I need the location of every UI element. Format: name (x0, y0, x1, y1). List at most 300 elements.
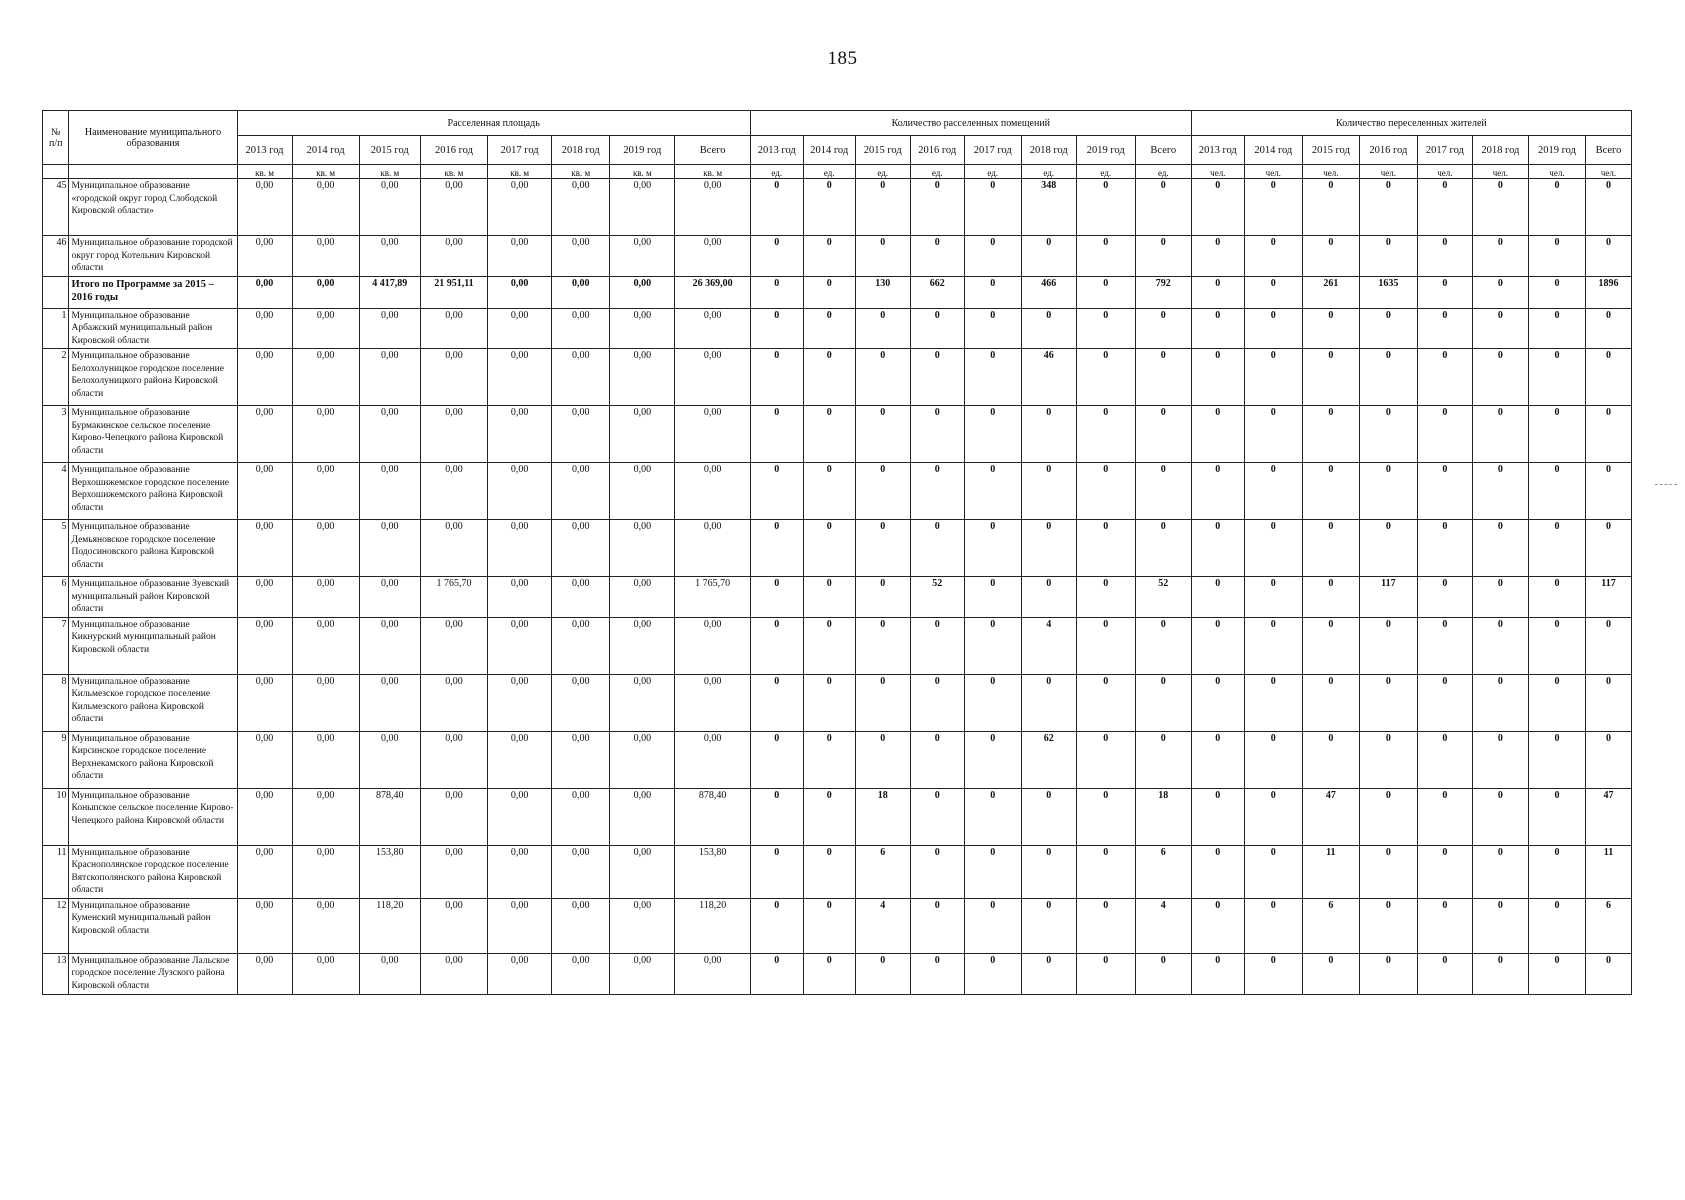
people-cell: 0 (1244, 788, 1302, 845)
people-cell: 0 (1359, 179, 1417, 236)
people-cell: 261 (1302, 276, 1359, 308)
people-cell: 0 (1244, 953, 1302, 994)
rooms-cell: 0 (1135, 406, 1191, 463)
area-cell: 0,00 (610, 179, 675, 236)
people-cell: 0 (1528, 236, 1585, 277)
table-row-total (43, 276, 1632, 308)
people-cell: 6 (1585, 898, 1631, 953)
area-cell: 0,00 (488, 953, 552, 994)
year-head-people-4: 2017 год (1417, 136, 1472, 165)
unit-head-people-7: чел. (1585, 165, 1631, 179)
area-cell: 0,00 (552, 617, 610, 674)
area-cell: 153,80 (675, 845, 750, 898)
rooms-cell: 0 (750, 520, 803, 577)
area-cell: 0,00 (359, 953, 420, 994)
year-head-rooms-7: Всего (1135, 136, 1191, 165)
rooms-cell: 62 (1021, 731, 1076, 788)
rooms-cell: 0 (910, 463, 964, 520)
area-cell: 0,00 (420, 406, 487, 463)
unit-head-people-2: чел. (1302, 165, 1359, 179)
people-cell: 0 (1244, 674, 1302, 731)
unit-head-rooms-6: ед. (1076, 165, 1135, 179)
area-cell: 0,00 (675, 731, 750, 788)
group-head-rooms: Количество расселенных помещений (750, 111, 1191, 136)
area-cell: 118,20 (359, 898, 420, 953)
year-head-area-2: 2015 год (359, 136, 420, 165)
area-cell: 0,00 (420, 898, 487, 953)
rooms-cell: 0 (855, 731, 910, 788)
year-head-rooms-2: 2015 год (855, 136, 910, 165)
rooms-cell: 0 (964, 845, 1021, 898)
area-cell: 0,00 (237, 898, 292, 953)
rooms-cell: 0 (750, 406, 803, 463)
area-cell: 0,00 (488, 276, 552, 308)
area-cell: 0,00 (237, 520, 292, 577)
area-cell: 0,00 (237, 788, 292, 845)
area-cell: 0,00 (237, 276, 292, 308)
rooms-cell: 0 (1076, 308, 1135, 349)
people-cell: 0 (1359, 406, 1417, 463)
table-row (43, 520, 1632, 577)
area-cell: 0,00 (359, 731, 420, 788)
area-cell: 0,00 (675, 617, 750, 674)
rooms-cell: 0 (1135, 953, 1191, 994)
row-name: Муниципальное образование Белохолуницкое городское поселение Белохолуницкого района Кировской области (69, 349, 237, 406)
rooms-cell: 0 (803, 308, 855, 349)
area-cell: 0,00 (552, 520, 610, 577)
area-cell: 878,40 (359, 788, 420, 845)
rooms-cell: 0 (855, 577, 910, 618)
people-cell: 0 (1528, 179, 1585, 236)
row-number: 7 (43, 617, 69, 674)
people-cell: 47 (1585, 788, 1631, 845)
rooms-cell: 0 (1021, 674, 1076, 731)
people-cell: 0 (1244, 179, 1302, 236)
year-head-area-6: 2019 год (610, 136, 675, 165)
row-name: Муниципальное образование Куменский муниципальный район Кировской области (69, 898, 237, 953)
people-cell: 0 (1244, 617, 1302, 674)
table-row (43, 731, 1632, 788)
people-cell: 0 (1528, 520, 1585, 577)
rooms-cell: 4 (1135, 898, 1191, 953)
row-number: 1 (43, 308, 69, 349)
table-row (43, 463, 1632, 520)
people-cell: 0 (1585, 674, 1631, 731)
people-cell: 11 (1302, 845, 1359, 898)
rooms-cell: 0 (750, 236, 803, 277)
rooms-cell: 0 (750, 179, 803, 236)
row-number: 12 (43, 898, 69, 953)
table-row (43, 898, 1632, 953)
table-row (43, 674, 1632, 731)
unit-head-rooms-5: ед. (1021, 165, 1076, 179)
people-cell: 0 (1472, 276, 1528, 308)
people-cell: 0 (1528, 308, 1585, 349)
people-cell: 0 (1417, 463, 1472, 520)
people-cell: 0 (1302, 406, 1359, 463)
people-cell: 6 (1302, 898, 1359, 953)
area-cell: 0,00 (420, 845, 487, 898)
area-cell: 0,00 (420, 179, 487, 236)
area-cell: 0,00 (237, 308, 292, 349)
people-cell: 0 (1302, 349, 1359, 406)
unit-cell-name (69, 165, 237, 179)
unit-head-people-1: чел. (1244, 165, 1302, 179)
people-cell: 0 (1528, 788, 1585, 845)
rooms-cell: 0 (1076, 674, 1135, 731)
people-cell: 0 (1359, 953, 1417, 994)
area-cell: 0,00 (610, 674, 675, 731)
rooms-cell: 0 (855, 308, 910, 349)
table-row (43, 236, 1632, 277)
table-body (43, 179, 1632, 995)
area-cell: 0,00 (237, 845, 292, 898)
rooms-cell: 6 (855, 845, 910, 898)
area-cell: 0,00 (488, 520, 552, 577)
rooms-cell: 0 (803, 520, 855, 577)
rooms-cell: 0 (1076, 953, 1135, 994)
area-cell: 0,00 (675, 953, 750, 994)
rooms-cell: 0 (803, 674, 855, 731)
area-cell: 0,00 (675, 674, 750, 731)
area-cell: 0,00 (292, 349, 359, 406)
year-head-area-5: 2018 год (552, 136, 610, 165)
people-cell: 0 (1472, 406, 1528, 463)
unit-head-rooms-4: ед. (964, 165, 1021, 179)
rooms-cell: 0 (803, 179, 855, 236)
rooms-cell: 0 (910, 674, 964, 731)
row-name: Муниципальное образование Зуевский муниципальный район Кировской области (69, 577, 237, 618)
area-cell: 0,00 (292, 898, 359, 953)
rooms-cell: 0 (855, 179, 910, 236)
rooms-cell: 0 (750, 276, 803, 308)
group-head-area: Расселенная площадь (237, 111, 750, 136)
year-head-people-3: 2016 год (1359, 136, 1417, 165)
rooms-cell: 0 (964, 463, 1021, 520)
unit-head-rooms-0: ед. (750, 165, 803, 179)
area-cell: 0,00 (552, 674, 610, 731)
people-cell: 0 (1302, 617, 1359, 674)
rooms-cell: 0 (910, 520, 964, 577)
rooms-cell: 0 (1135, 731, 1191, 788)
year-head-area-3: 2016 год (420, 136, 487, 165)
area-cell: 0,00 (237, 953, 292, 994)
rooms-cell: 0 (750, 463, 803, 520)
row-number: 10 (43, 788, 69, 845)
area-cell: 0,00 (552, 179, 610, 236)
year-head-people-6: 2019 год (1528, 136, 1585, 165)
rooms-cell: 0 (750, 577, 803, 618)
area-cell: 0,00 (237, 617, 292, 674)
rooms-cell: 0 (1076, 349, 1135, 406)
table-row (43, 406, 1632, 463)
rooms-cell: 0 (855, 674, 910, 731)
area-cell: 118,20 (675, 898, 750, 953)
rooms-cell: 0 (855, 463, 910, 520)
rooms-cell: 0 (1076, 236, 1135, 277)
rooms-cell: 52 (910, 577, 964, 618)
rooms-cell: 0 (855, 236, 910, 277)
people-cell: 0 (1302, 577, 1359, 618)
area-cell: 0,00 (488, 617, 552, 674)
people-cell: 0 (1417, 577, 1472, 618)
unit-header-row (43, 165, 1632, 179)
rooms-cell: 0 (803, 953, 855, 994)
unit-head-area-2: кв. м (359, 165, 420, 179)
people-cell: 0 (1472, 349, 1528, 406)
people-cell: 0 (1528, 845, 1585, 898)
people-cell: 0 (1585, 617, 1631, 674)
area-cell: 1 765,70 (420, 577, 487, 618)
area-cell: 0,00 (610, 898, 675, 953)
area-cell: 878,40 (675, 788, 750, 845)
num-label: № (50, 126, 61, 138)
rooms-cell: 0 (803, 406, 855, 463)
unit-head-people-5: чел. (1472, 165, 1528, 179)
area-cell: 0,00 (420, 349, 487, 406)
people-cell: 0 (1472, 463, 1528, 520)
unit-head-rooms-3: ед. (910, 165, 964, 179)
rooms-cell: 0 (803, 349, 855, 406)
rooms-cell: 0 (910, 236, 964, 277)
rooms-cell: 0 (803, 577, 855, 618)
row-number: 9 (43, 731, 69, 788)
area-cell: 0,00 (675, 236, 750, 277)
year-head-area-0: 2013 год (237, 136, 292, 165)
unit-head-area-5: кв. м (552, 165, 610, 179)
col-head-name: Наименование муниципального образования (69, 111, 237, 165)
year-head-people-0: 2013 год (1191, 136, 1244, 165)
people-cell: 11 (1585, 845, 1631, 898)
unit-head-area-0: кв. м (237, 165, 292, 179)
rooms-cell: 0 (910, 845, 964, 898)
rooms-cell: 52 (1135, 577, 1191, 618)
area-cell: 0,00 (292, 674, 359, 731)
unit-head-rooms-7: ед. (1135, 165, 1191, 179)
rooms-cell: 0 (964, 953, 1021, 994)
people-cell: 0 (1417, 953, 1472, 994)
people-cell: 0 (1528, 406, 1585, 463)
people-cell: 0 (1359, 308, 1417, 349)
area-cell: 0,00 (488, 898, 552, 953)
area-cell: 0,00 (488, 731, 552, 788)
area-cell: 0,00 (488, 308, 552, 349)
area-cell: 0,00 (237, 349, 292, 406)
row-number: 5 (43, 520, 69, 577)
area-cell: 0,00 (488, 406, 552, 463)
people-cell: 0 (1191, 788, 1244, 845)
year-head-people-1: 2014 год (1244, 136, 1302, 165)
people-cell: 0 (1302, 236, 1359, 277)
rooms-cell: 0 (750, 674, 803, 731)
rooms-cell: 0 (1135, 674, 1191, 731)
area-cell: 0,00 (237, 236, 292, 277)
rooms-cell: 792 (1135, 276, 1191, 308)
people-cell: 0 (1585, 406, 1631, 463)
people-cell: 0 (1191, 406, 1244, 463)
area-cell: 0,00 (359, 308, 420, 349)
rooms-cell: 0 (910, 179, 964, 236)
area-cell: 0,00 (292, 406, 359, 463)
people-cell: 0 (1244, 406, 1302, 463)
row-name: Муниципальное образование Арбажский муниципальный район Кировской области (69, 308, 237, 349)
year-head-people-7: Всего (1585, 136, 1631, 165)
people-cell: 0 (1528, 617, 1585, 674)
row-name: Муниципальное образование городской округ город Котельнич Кировской области (69, 236, 237, 277)
row-name: Итого по Программе за 2015 – 2016 годы (69, 276, 237, 308)
people-cell: 47 (1302, 788, 1359, 845)
unit-head-area-7: кв. м (675, 165, 750, 179)
rooms-cell: 0 (803, 463, 855, 520)
table-row (43, 845, 1632, 898)
people-cell: 0 (1302, 463, 1359, 520)
rooms-cell: 0 (1076, 577, 1135, 618)
people-cell: 0 (1302, 520, 1359, 577)
rooms-cell: 0 (1021, 788, 1076, 845)
people-cell: 0 (1359, 788, 1417, 845)
people-cell: 0 (1472, 788, 1528, 845)
rooms-cell: 0 (910, 788, 964, 845)
year-header-row (43, 136, 1632, 165)
year-head-area-1: 2014 год (292, 136, 359, 165)
people-cell: 117 (1585, 577, 1631, 618)
people-cell: 0 (1585, 236, 1631, 277)
rooms-cell: 0 (750, 788, 803, 845)
row-name: Муниципальное образование «городской округ город Слободской Кировской области» (69, 179, 237, 236)
people-cell: 0 (1417, 788, 1472, 845)
area-cell: 0,00 (488, 788, 552, 845)
rooms-cell: 0 (964, 179, 1021, 236)
people-cell: 0 (1359, 731, 1417, 788)
area-cell: 0,00 (552, 731, 610, 788)
area-cell: 0,00 (610, 276, 675, 308)
area-cell: 0,00 (292, 520, 359, 577)
area-cell: 0,00 (420, 463, 487, 520)
people-cell: 1896 (1585, 276, 1631, 308)
people-cell: 0 (1191, 577, 1244, 618)
area-cell: 0,00 (420, 236, 487, 277)
people-cell: 0 (1417, 406, 1472, 463)
people-cell: 0 (1585, 520, 1631, 577)
people-cell: 0 (1191, 520, 1244, 577)
area-cell: 0,00 (359, 617, 420, 674)
people-cell: 0 (1244, 731, 1302, 788)
rooms-cell: 662 (910, 276, 964, 308)
people-cell: 0 (1417, 731, 1472, 788)
area-cell: 0,00 (488, 463, 552, 520)
area-cell: 0,00 (675, 179, 750, 236)
people-cell: 0 (1244, 898, 1302, 953)
area-cell: 0,00 (552, 463, 610, 520)
row-name: Муниципальное образование Кикнурский муниципальный район Кировской области (69, 617, 237, 674)
area-cell: 0,00 (610, 845, 675, 898)
area-cell: 0,00 (488, 577, 552, 618)
people-cell: 0 (1191, 731, 1244, 788)
rooms-cell: 0 (1135, 236, 1191, 277)
rooms-cell: 0 (964, 674, 1021, 731)
area-cell: 0,00 (552, 406, 610, 463)
people-cell: 0 (1244, 845, 1302, 898)
area-cell: 0,00 (237, 179, 292, 236)
people-cell: 0 (1191, 674, 1244, 731)
rooms-cell: 0 (910, 308, 964, 349)
rooms-cell: 0 (964, 308, 1021, 349)
people-cell: 0 (1244, 577, 1302, 618)
rooms-cell: 0 (1021, 845, 1076, 898)
people-cell: 1635 (1359, 276, 1417, 308)
people-cell: 0 (1359, 898, 1417, 953)
area-cell: 0,00 (359, 463, 420, 520)
rooms-cell: 0 (855, 953, 910, 994)
year-head-rooms-3: 2016 год (910, 136, 964, 165)
people-cell: 0 (1244, 236, 1302, 277)
rooms-cell: 0 (855, 520, 910, 577)
people-cell: 0 (1417, 898, 1472, 953)
row-number: 11 (43, 845, 69, 898)
area-cell: 0,00 (552, 788, 610, 845)
rooms-cell: 0 (803, 236, 855, 277)
area-cell: 0,00 (552, 898, 610, 953)
people-cell: 0 (1359, 674, 1417, 731)
people-cell: 0 (1302, 308, 1359, 349)
area-cell: 0,00 (420, 617, 487, 674)
area-cell: 0,00 (675, 406, 750, 463)
area-cell: 21 951,11 (420, 276, 487, 308)
rooms-cell: 0 (803, 617, 855, 674)
rooms-cell: 0 (964, 788, 1021, 845)
people-cell: 0 (1359, 349, 1417, 406)
area-cell: 0,00 (552, 236, 610, 277)
table-row (43, 349, 1632, 406)
area-cell: 0,00 (237, 731, 292, 788)
area-cell: 0,00 (610, 406, 675, 463)
people-cell: 0 (1191, 953, 1244, 994)
rooms-cell: 0 (1076, 179, 1135, 236)
area-cell: 0,00 (420, 308, 487, 349)
area-cell: 0,00 (420, 788, 487, 845)
rooms-cell: 0 (803, 276, 855, 308)
unit-head-area-1: кв. м (292, 165, 359, 179)
rooms-cell: 0 (964, 520, 1021, 577)
area-cell: 0,00 (359, 406, 420, 463)
people-cell: 0 (1528, 463, 1585, 520)
people-cell: 0 (1472, 236, 1528, 277)
rooms-cell: 0 (750, 617, 803, 674)
area-cell: 26 369,00 (675, 276, 750, 308)
people-cell: 117 (1359, 577, 1417, 618)
area-cell: 0,00 (488, 845, 552, 898)
area-cell: 0,00 (610, 731, 675, 788)
people-cell: 0 (1191, 898, 1244, 953)
rooms-cell: 0 (803, 788, 855, 845)
unit-cell-num (43, 165, 69, 179)
rooms-cell: 0 (1076, 406, 1135, 463)
people-cell: 0 (1417, 276, 1472, 308)
rooms-cell: 0 (750, 845, 803, 898)
area-cell: 1 765,70 (675, 577, 750, 618)
year-head-area-4: 2017 год (488, 136, 552, 165)
row-name: Муниципальное образование Коныпское сельское поселение Кирово-Чепецкого района Кировской области (69, 788, 237, 845)
area-cell: 0,00 (610, 236, 675, 277)
area-cell: 0,00 (237, 674, 292, 731)
people-cell: 0 (1302, 674, 1359, 731)
area-cell: 0,00 (359, 349, 420, 406)
people-cell: 0 (1585, 953, 1631, 994)
area-cell: 0,00 (237, 406, 292, 463)
year-head-area-7: Всего (675, 136, 750, 165)
area-cell: 0,00 (292, 276, 359, 308)
area-cell: 0,00 (488, 236, 552, 277)
